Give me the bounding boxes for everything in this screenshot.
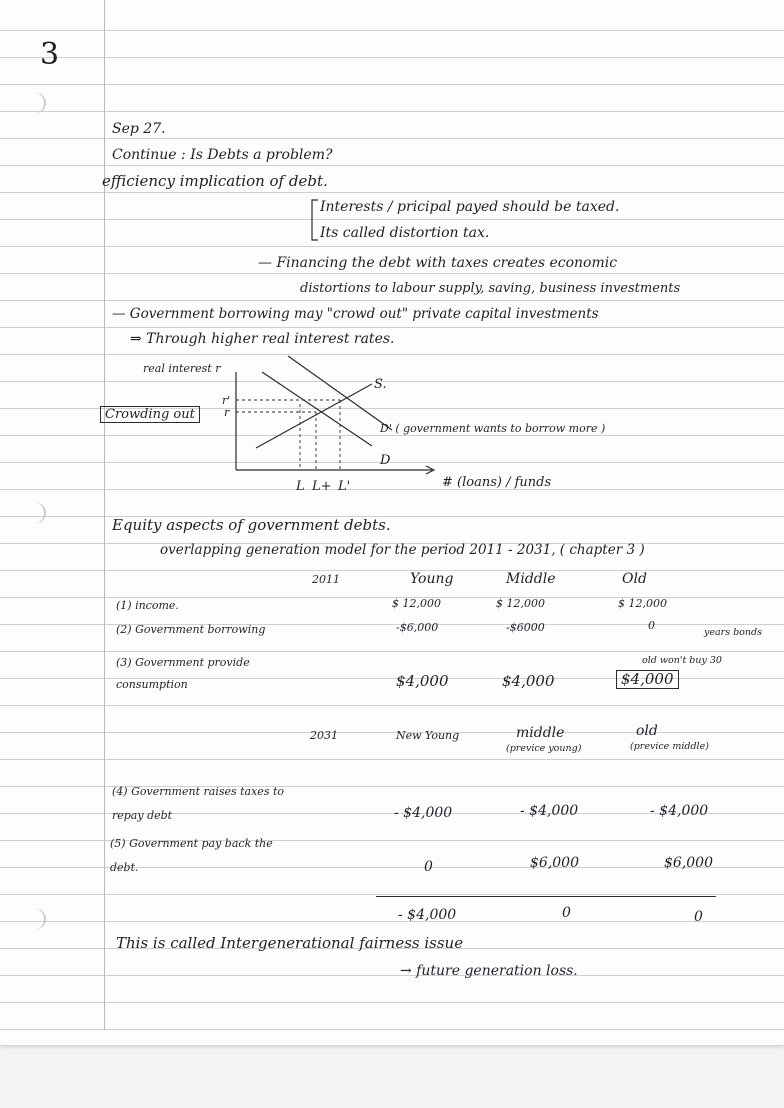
- interest-note: Interests / pricipal payed should be taxed.: [320, 199, 620, 215]
- page-number: 3: [40, 37, 60, 72]
- crowding-out-box: Crowding out: [100, 406, 200, 423]
- y-axis-label: real interest r: [143, 362, 221, 375]
- interest-rate-note: ⇒ Through higher real interest rates.: [130, 331, 395, 347]
- bond-note-1: years bonds: [704, 627, 762, 638]
- subcol-previous-young: (previce young): [506, 743, 582, 754]
- consumption-middle: $4,000: [502, 672, 555, 690]
- total-old: 0: [694, 909, 703, 925]
- supply-curve: [256, 384, 372, 448]
- income-young: $ 12,000: [392, 597, 441, 610]
- col-old-2031: old: [636, 723, 658, 739]
- row-income-label: (1) income.: [116, 599, 179, 612]
- continue-heading: Continue : Is Debts a problem?: [112, 147, 333, 163]
- x-tick-l-prime: L': [338, 479, 351, 494]
- taxes-middle: - $4,000: [520, 803, 579, 819]
- col-middle: Middle: [506, 571, 556, 587]
- total-rule: [376, 896, 716, 897]
- model-heading: overlapping generation model for the period 2011 - 2031, ( chapter 3 ): [160, 542, 645, 558]
- conclusion-line-2: → future generation loss.: [400, 963, 578, 979]
- borrowing-young: -$6,000: [396, 621, 439, 634]
- demand-prime-label: D' ( government wants to borrow more ): [380, 422, 606, 435]
- demand-curve: [262, 372, 372, 446]
- total-middle: 0: [562, 905, 571, 921]
- consumption-old: $4,000: [616, 670, 679, 689]
- conclusion-line-1: This is called Intergenerational fairness issue: [116, 934, 464, 952]
- col-new-young: New Young: [396, 729, 460, 742]
- income-old: $ 12,000: [618, 597, 667, 610]
- col-middle-2031: middle: [516, 725, 565, 741]
- y-tick-r-prime: r': [222, 394, 231, 407]
- bond-note-2: old won't buy 30: [642, 655, 722, 666]
- distortion-note: Its called distortion tax.: [320, 225, 490, 241]
- payback-young: 0: [424, 859, 433, 875]
- payback-old: $6,000: [664, 855, 713, 871]
- demand-label: D: [380, 453, 391, 468]
- year-2011: 2011: [312, 573, 340, 586]
- row-consumption-label: (3) Government provide consumption: [116, 656, 250, 691]
- equity-heading: Equity aspects of government debts.: [112, 516, 391, 534]
- financing-note-2: distortions to labour supply, saving, business investments: [300, 281, 681, 296]
- borrowing-old: 0: [648, 619, 655, 632]
- col-young: Young: [410, 571, 454, 587]
- payback-middle: $6,000: [530, 855, 579, 871]
- consumption-young: $4,000: [396, 672, 449, 690]
- year-2031: 2031: [310, 729, 338, 742]
- efficiency-heading: efficiency implication of debt.: [102, 172, 328, 190]
- borrowing-middle: -$6000: [506, 621, 545, 634]
- income-middle: $ 12,000: [496, 597, 545, 610]
- crowd-out-note: — Government borrowing may "crowd out" private capital investments: [112, 306, 599, 322]
- x-axis-label: # (loans) / funds: [442, 475, 552, 490]
- taxes-young: - $4,000: [394, 805, 453, 821]
- row-payback-label: (5) Government pay back the debt.: [110, 837, 273, 874]
- taxes-old: - $4,000: [650, 803, 709, 819]
- financing-note-1: — Financing the debt with taxes creates economic: [258, 255, 618, 271]
- date-heading: Sep 27.: [112, 121, 166, 137]
- total-young: - $4,000: [398, 907, 457, 923]
- x-tick-l-plus: L+: [312, 479, 332, 494]
- row-taxes-label: (4) Government raises taxes to repay debt: [112, 785, 285, 822]
- y-tick-r: r: [224, 406, 230, 419]
- x-tick-l: L: [296, 479, 305, 494]
- supply-label: S.: [374, 377, 387, 392]
- row-borrowing-label: (2) Government borrowing: [116, 623, 266, 636]
- col-old: Old: [622, 571, 647, 587]
- subcol-previous-middle: (previce middle): [630, 741, 709, 752]
